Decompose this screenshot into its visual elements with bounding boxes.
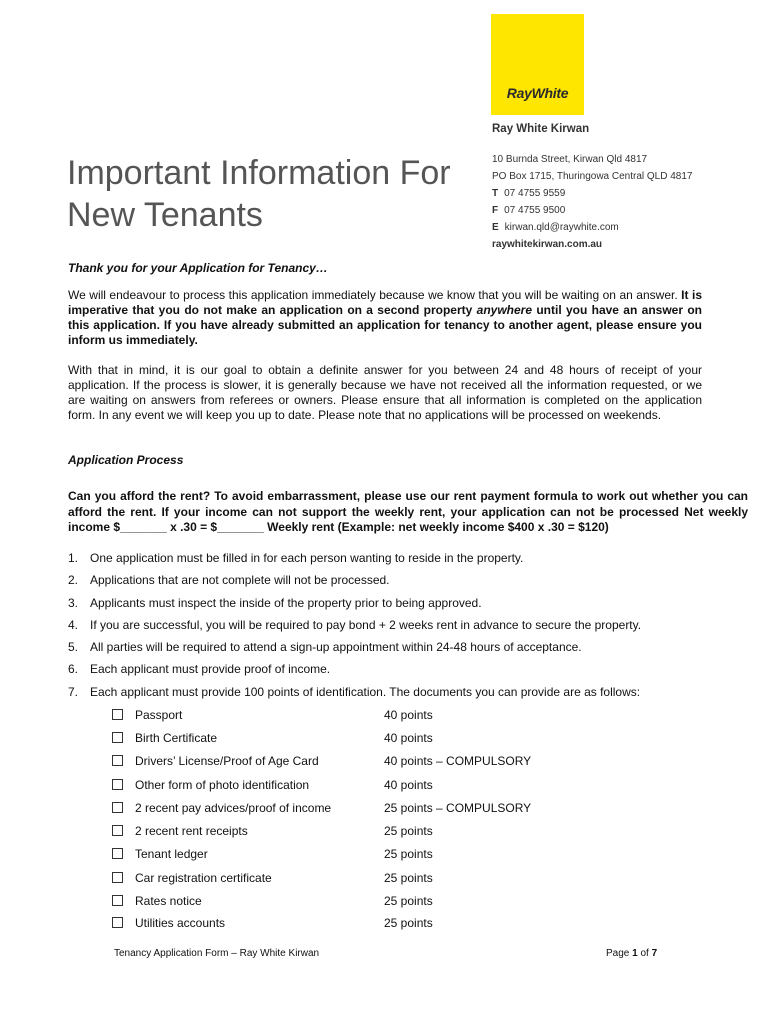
office-address-po: PO Box 1715, Thuringowa Central QLD 4817 — [492, 171, 693, 182]
document-row: Rates notice 25 points — [112, 894, 202, 908]
office-name: Ray White Kirwan — [492, 123, 590, 135]
logo-text: RayWhite — [506, 85, 569, 101]
brand-logo — [491, 14, 584, 115]
checkbox-icon[interactable] — [112, 779, 123, 790]
document-row: 2 recent rent receipts 25 points — [112, 824, 248, 838]
checkbox-icon[interactable] — [112, 825, 123, 836]
office-website[interactable]: raywhitekirwan.com.au — [492, 239, 603, 250]
document-row: Tenant ledger 25 points — [112, 847, 208, 861]
email-address[interactable]: kirwan.qld@raywhite.com — [504, 222, 619, 233]
checkbox-icon[interactable] — [112, 848, 123, 859]
office-fax — [492, 205, 565, 216]
page-title — [67, 152, 451, 236]
list-item: 1. One application must be filled in for each person wanting to reside in the property. — [68, 551, 524, 565]
checkbox-icon[interactable] — [112, 755, 123, 766]
intro-text: We will endeavour to process this application immediately because we know that you will be waiting on an answer. — [68, 288, 682, 302]
title-line-1: Important Information For — [67, 154, 451, 192]
list-item: 6. Each applicant must provide proof of income. — [68, 662, 331, 676]
timing-paragraph: With that in mind, it is our goal to obtain a definite answer for you between 24 and 48 hours of receipt of your application. If the process is slower, it is generally because we have not received all the information requested, or we are waiting on answers from referees or owners. Please ensure that all information is completed on the application form. In any event we will keep you up to date. Please note that no applications will be processed on weekends. — [68, 363, 702, 422]
office-address-street: 10 Burnda Street, Kirwan Qld 4817 — [492, 154, 648, 165]
checkbox-icon[interactable] — [112, 732, 123, 743]
phone-label: T — [492, 188, 499, 199]
document-row: Car registration certificate 25 points — [112, 871, 272, 885]
office-email — [492, 222, 619, 233]
fax-label: F — [492, 205, 499, 216]
process-heading: Application Process — [68, 453, 184, 467]
page-number: Page 1 of 7 — [606, 948, 658, 959]
checkbox-icon[interactable] — [112, 802, 123, 813]
list-item: 5. All parties will be required to attend a sign-up appointment within 24-48 hours of acceptance. — [68, 640, 582, 654]
footer-form-name: Tenancy Application Form – Ray White Kirwan — [114, 948, 320, 959]
list-item: 3. Applicants must inspect the inside of the property prior to being approved. — [68, 596, 482, 610]
office-phone — [492, 188, 565, 199]
document-row: 2 recent pay advices/proof of income 25 points – COMPULSORY — [112, 801, 331, 815]
fax-number: 07 4755 9500 — [504, 205, 566, 216]
intro-warning: It is imperative that you do not make an application on a second property — [68, 288, 703, 317]
intro-paragraph — [68, 288, 702, 348]
title-line-2: New Tenants — [67, 196, 263, 234]
document-row: Drivers’ License/Proof of Age Card 40 points – COMPULSORY — [112, 754, 319, 768]
checkbox-icon[interactable] — [112, 895, 123, 906]
thanks-heading: Thank you for your Application for Tenancy… — [68, 261, 328, 275]
document-row: Passport 40 points — [112, 708, 182, 722]
rent-formula: Can you afford the rent? To avoid embarrassment, please use our rent payment formula to work out whether you can afford the rent. If your income can not support the weekly rent, your application can not be processed Net weekly income $_______ x .30 = $_______ Weekly rent (Example: net weekly income $400 x .30 = $120) — [68, 489, 748, 534]
checkbox-icon[interactable] — [112, 872, 123, 883]
list-item: 7. Each applicant must provide 100 points of identification. The documents you can provide are as follows: — [68, 685, 641, 699]
intro-warning-end: until you have an answer on this application. If you have already submitted an application for tenancy to another agent, please ensure you inform us immediately. — [68, 303, 702, 347]
phone-number: 07 4755 9559 — [504, 188, 566, 199]
document-row: Birth Certificate 40 points — [112, 731, 217, 745]
intro-emphasis: anywhere — [476, 303, 532, 317]
list-item: 4. If you are successful, you will be required to pay bond + 2 weeks rent in advance to secure the property. — [68, 618, 642, 632]
document-row: Utilities accounts 25 points — [112, 916, 225, 930]
list-item: 2. Applications that are not complete will not be processed. — [68, 573, 390, 587]
email-label: E — [492, 222, 499, 233]
document-row: Other form of photo identification 40 points — [112, 778, 309, 792]
checkbox-icon[interactable] — [112, 709, 123, 720]
checkbox-icon[interactable] — [112, 917, 123, 928]
